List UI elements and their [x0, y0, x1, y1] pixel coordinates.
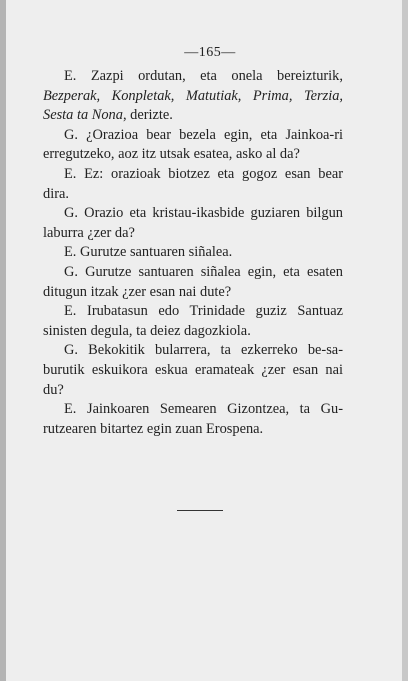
text-line: sinisten degula, ta deiez dagozkiola.: [43, 322, 251, 339]
text-line: Irubatasun edo Trinidade guziz Santuaz: [87, 303, 343, 320]
speaker-label: G.: [64, 126, 78, 143]
text-line: Gurutze santuaren siñalea egin, eta: [85, 263, 300, 280]
paragraph-2: [43, 126, 343, 165]
paragraph-8: [43, 341, 343, 400]
paragraph-6: [43, 263, 343, 302]
speaker-label: E.: [64, 68, 77, 84]
speaker-label: G.: [64, 205, 78, 222]
text-line: ¿Orazioa bear bezela egin, eta Jainkoa-: [86, 126, 335, 143]
speaker-label: G.: [64, 342, 78, 359]
paragraph-3: [43, 165, 343, 204]
paragraph-4: [43, 204, 343, 243]
text-line: bilgun laburra ¿zer da?: [43, 205, 343, 241]
text-line: Jainkoaren Semearen Gizontzea, ta Gu-: [86, 401, 343, 418]
text-line: ri erregutzeko, aoz itz utsak esatea, asko al da?: [43, 126, 343, 163]
speaker-label: G.: [64, 263, 78, 280]
text-line: sa-burutik eskuikora eskua eramateak ¿zer: [43, 342, 343, 378]
paragraph-5: [43, 243, 343, 263]
text-line: Bezperak, Konpletak, Matutiak, Prima, Terzia,: [43, 87, 343, 104]
text-line: Ez: orazioak biotzez eta gogoz esan: [84, 165, 311, 182]
speaker-label: E.: [64, 165, 77, 182]
paragraph-9: [43, 400, 343, 439]
text-line: Zazpi ordutan, eta onela bereizturik,: [90, 68, 343, 84]
speaker-label: E.: [64, 244, 77, 261]
speaker-label: E.: [64, 303, 77, 320]
text-line: esan nai du?: [43, 361, 343, 398]
text-line: Orazio eta kristau-ikasbide guziaren: [84, 205, 301, 222]
text-line: bear dira.: [43, 165, 344, 202]
paragraph-7: [43, 302, 343, 341]
speaker-label: E.: [64, 401, 77, 418]
body-text: [43, 67, 343, 439]
section-divider: [177, 510, 223, 511]
page-number: —165—: [184, 45, 236, 60]
text-line: rutzearen bitartez egin zuan Erospena.: [43, 420, 264, 437]
paragraph-1: [43, 67, 343, 126]
text-line: esaten ditugun itzak ¿zer esan nai dute?: [43, 263, 343, 300]
text-line: , derizte.: [122, 107, 173, 124]
text-line: Gurutze santuaren siñalea.: [80, 244, 233, 261]
text-line-italic: Sesta ta Nona: [43, 107, 123, 124]
text-line: Bekokitik bularrera, ta ezkerreko be-: [88, 342, 327, 359]
